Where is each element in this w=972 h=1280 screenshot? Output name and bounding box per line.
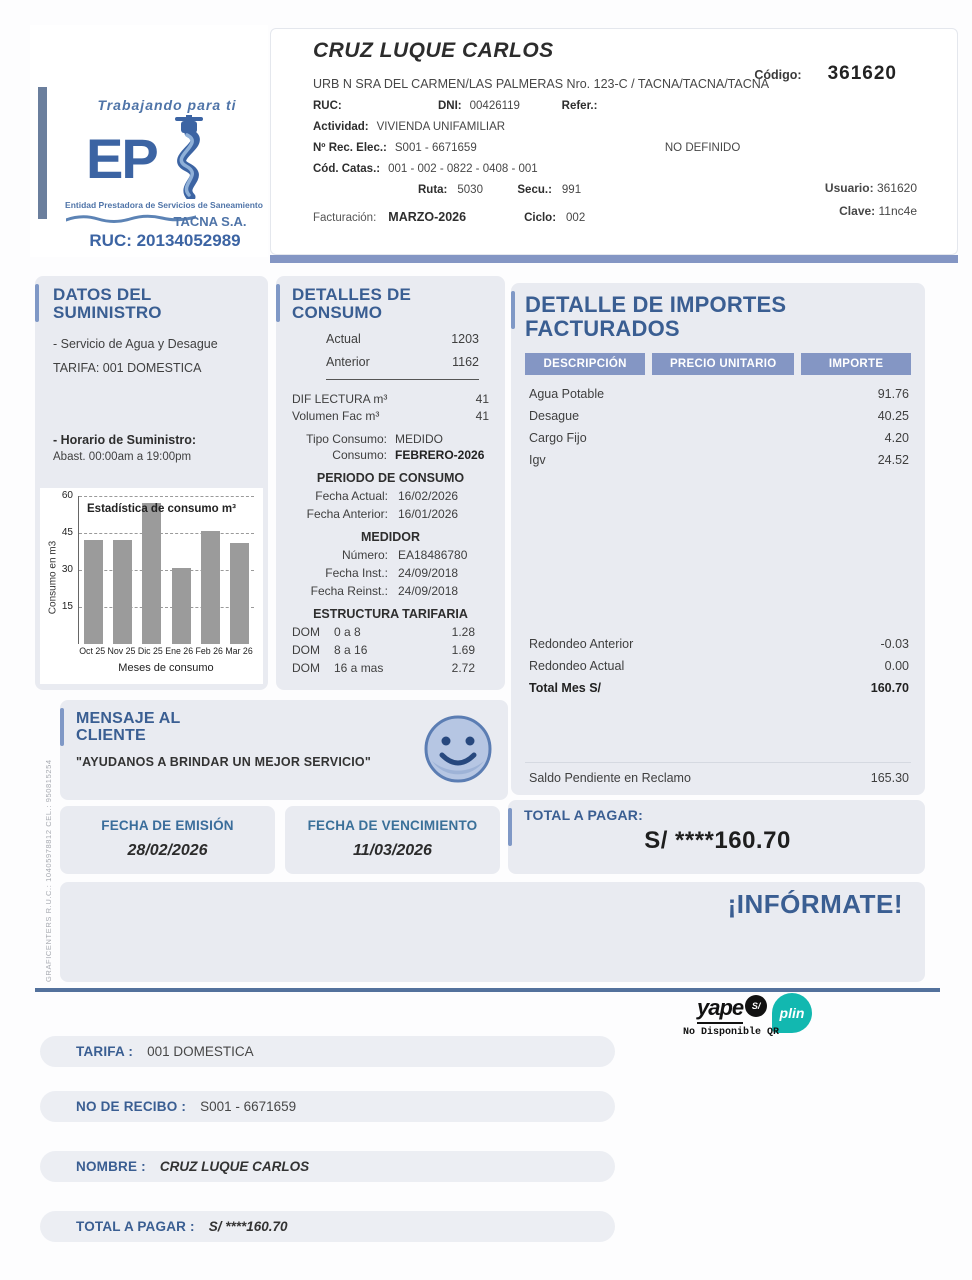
fecha-emision-panel — [60, 806, 275, 874]
estructura-title: ESTRUCTURA TARIFARIA — [313, 606, 468, 621]
volumen-fac-label: Volumen Fac m³ — [292, 408, 380, 423]
tarifa-structure-row — [292, 661, 489, 675]
importe-desc: Igv — [529, 452, 546, 467]
table-row — [525, 409, 911, 423]
chart-x-labels — [78, 646, 254, 656]
clave-label: Clave: — [839, 203, 876, 218]
tarifa-range: 0 a 8 — [334, 624, 361, 639]
tarifa-cat: DOM — [292, 642, 320, 657]
company-logo — [30, 25, 268, 257]
tipo-consumo-value: MEDIDO — [395, 431, 443, 446]
ciclo-value: 002 — [566, 212, 586, 224]
catas-value: 001 - 002 - 0822 - 0408 - 001 — [388, 163, 538, 175]
saldo-value: 165.30 — [870, 771, 909, 785]
customer-address: URB N SRA DEL CARMEN/LAS PALMERAS Nro. 123-C / TACNA/TACNA/TACNA — [313, 77, 770, 91]
tarifa-structure-row — [292, 643, 489, 657]
importe-value: 91.76 — [877, 386, 909, 401]
actividad-value: VIVIENDA UNIFAMILIAR — [376, 121, 506, 133]
fecha-inst-value: 24/09/2018 — [398, 565, 459, 580]
printer-credit-text: GRAFICENTERS R.U.C.: 10405978812 CEL.: 950815254 — [44, 759, 53, 982]
field-value: S001 - 6671659 — [200, 1099, 297, 1114]
tarifa-range: 8 a 16 — [334, 642, 368, 657]
facturacion-value: MARZO-2026 — [388, 210, 467, 224]
dni-label: DNI: — [438, 100, 462, 112]
medidor-numero-label: Número: — [341, 547, 388, 562]
dif-lectura-label: DIF LECTURA m³ — [292, 391, 388, 406]
redondeo-actual-label: Redondeo Actual — [529, 658, 625, 673]
fecha-anterior-value: 16/01/2026 — [398, 506, 459, 521]
fecha-vencimiento-title: FECHA DE VENCIMIENTO — [307, 818, 478, 833]
fecha-emision-title: FECHA DE EMISIÓN — [101, 818, 234, 833]
datos-suministro-panel — [35, 276, 268, 690]
footer-field-recibo — [40, 1091, 615, 1122]
company-ruc: RUC: 20134052989 — [89, 231, 241, 250]
importe-value: 40.25 — [877, 408, 909, 423]
tarifa-rate: 2.72 — [451, 660, 475, 675]
tarifa-rate: 1.69 — [451, 642, 475, 657]
chart-y-tick: 60 — [61, 490, 73, 501]
fecha-actual-value: 16/02/2026 — [398, 488, 459, 503]
importe-value: 24.52 — [877, 452, 909, 467]
footer-field-total — [40, 1211, 615, 1242]
field-value: S/ ****160.70 — [208, 1219, 288, 1234]
yape-soles-icon: S/ — [745, 995, 767, 1017]
faucet-water-icon — [157, 113, 219, 204]
detalles-consumo-panel — [276, 276, 505, 690]
chart-x-label: Nov 25 — [107, 646, 136, 656]
catas-label: Cód. Catas.: — [313, 163, 381, 175]
secu-value: 991 — [561, 184, 582, 196]
col-header-importe: IMPORTE — [801, 353, 911, 375]
chart-bar — [230, 543, 249, 644]
redondeo-anterior-label: Redondeo Anterior — [529, 636, 634, 651]
reading-separator — [326, 379, 479, 380]
chart-x-label: Mar 26 — [225, 646, 253, 656]
field-label: NOMBRE : — [76, 1159, 146, 1174]
medidor-numero-value: EA18486780 — [398, 547, 468, 562]
col-header-precio-unitario: PRECIO UNITARIO — [652, 353, 794, 375]
chart-x-label: Feb 26 — [195, 646, 223, 656]
panel-accent-bar — [276, 284, 280, 322]
importe-desc: Cargo Fijo — [529, 430, 587, 445]
actual-value: 1203 — [451, 331, 479, 346]
rec-elec-value: S001 - 6671659 — [394, 142, 477, 154]
anterior-value: 1162 — [452, 354, 479, 369]
chart-bar — [84, 540, 103, 644]
user-credentials — [825, 177, 917, 223]
panel-accent-bar — [35, 284, 39, 322]
footer-field-tarifa — [40, 1036, 615, 1067]
panel-accent-bar — [511, 291, 515, 329]
table-row — [525, 453, 911, 467]
importe-desc: Agua Potable — [529, 386, 605, 401]
tarifa-line: TARIFA: 001 DOMESTICA — [53, 360, 202, 375]
smiley-icon — [422, 713, 494, 790]
logo-subtitle: Entidad Prestadora de Servicios de Saneamiento — [65, 200, 263, 210]
logo-mark — [86, 113, 219, 204]
chart-title: Estadística de consumo m³ — [87, 503, 236, 515]
importe-value: 4.20 — [884, 430, 909, 445]
dif-lectura-value: 41 — [475, 391, 489, 406]
logo-accent-bar — [38, 87, 47, 219]
panel-accent-bar — [60, 708, 64, 746]
total-a-pagar-title: TOTAL A PAGAR: — [524, 807, 643, 823]
facturacion-label: Facturación: — [313, 212, 377, 224]
redondeo-anterior-value: -0.03 — [880, 636, 909, 651]
fecha-inst-label: Fecha Inst.: — [325, 565, 388, 580]
rec-elec-label: Nº Rec. Elec.: — [313, 142, 387, 154]
section-divider — [35, 988, 940, 992]
anterior-label: Anterior — [326, 354, 370, 369]
field-label: NO DE RECIBO : — [76, 1099, 187, 1114]
chart-x-axis-title: Meses de consumo — [118, 662, 214, 674]
chart-y-tick: 30 — [61, 564, 73, 575]
chart-plot — [61, 490, 254, 644]
informate-text: ¡INFÓRMATE! — [727, 889, 903, 919]
usuario-value: 361620 — [876, 181, 917, 195]
chart-x-label: Dic 25 — [137, 646, 163, 656]
fecha-anterior-label: Fecha Anterior: — [306, 506, 388, 521]
total-mes-label: Total Mes S/ — [529, 680, 602, 695]
logo-company-name: TACNA S.A. — [173, 214, 247, 229]
secu-label: Secu.: — [517, 184, 552, 196]
tarifa-rate: 1.28 — [451, 624, 475, 639]
fecha-vencimiento-value: 11/03/2026 — [353, 842, 432, 859]
yape-logo — [697, 995, 767, 1024]
yape-wordmark: yape — [697, 995, 743, 1024]
service-line: - Servicio de Agua y Desague — [53, 336, 218, 351]
footer-field-nombre — [40, 1151, 615, 1182]
table-row — [525, 387, 911, 401]
ruta-value: 5030 — [457, 184, 483, 196]
table-row — [525, 431, 911, 445]
actividad-label: Actividad: — [313, 121, 369, 133]
importes-facturados-panel — [511, 283, 925, 795]
chart-bar — [172, 568, 191, 644]
fecha-reinst-value: 24/09/2018 — [398, 583, 459, 598]
consumption-chart — [40, 488, 263, 684]
chart-bar — [113, 540, 132, 644]
consumo-mes-label: Consumo: — [332, 447, 387, 462]
chart-bars — [79, 496, 254, 644]
customer-name: CRUZ LUQUE CARLOS — [313, 39, 554, 62]
saldo-label: Saldo Pendiente en Reclamo — [529, 771, 691, 785]
chart-bar — [201, 531, 220, 644]
panel-accent-bar — [508, 808, 512, 846]
importes-table-header — [525, 353, 911, 375]
mensaje-cliente-panel — [60, 700, 508, 800]
clave-value: 11nc4e — [878, 203, 917, 218]
plin-logo: plin — [772, 993, 812, 1033]
importes-title: DETALLE DE IMPORTES FACTURADOS — [525, 292, 787, 341]
chart-y-tick: 45 — [61, 527, 73, 538]
tarifa-cat: DOM — [292, 660, 320, 675]
consumo-mes-value: FEBRERO-2026 — [395, 447, 485, 462]
header-divider — [270, 255, 958, 263]
chart-bar — [142, 503, 161, 644]
usuario-label: Usuario: — [824, 181, 874, 195]
ruta-label: Ruta: — [418, 184, 448, 196]
total-a-pagar-panel — [508, 800, 925, 874]
mensaje-text: "AYUDANOS A BRINDAR UN MEJOR SERVICIO" — [76, 754, 371, 769]
volumen-fac-value: 41 — [475, 408, 489, 423]
field-label: TOTAL A PAGAR : — [76, 1219, 195, 1234]
dni-value: 00426119 — [469, 100, 520, 112]
periodo-title: PERIODO DE CONSUMO — [316, 470, 465, 485]
total-mes-row — [525, 681, 911, 695]
detalles-title: DETALLES DE CONSUMO — [292, 285, 412, 323]
chart-x-label: Ene 26 — [165, 646, 194, 656]
saldo-pendiente-row — [525, 762, 911, 787]
total-a-pagar-amount: S/ ****160.70 — [644, 827, 791, 855]
tarifa-cat: DOM — [292, 624, 320, 639]
customer-info-panel — [270, 28, 958, 255]
medidor-title: MEDIDOR — [360, 529, 421, 544]
codigo-value: 361620 — [827, 63, 897, 84]
ciclo-label: Ciclo: — [524, 212, 557, 224]
fecha-reinst-label: Fecha Reinst.: — [310, 583, 388, 598]
horario-value: Abast. 00:00am a 19:00pm — [53, 450, 192, 463]
logo-acronym: EP — [86, 127, 157, 190]
datos-title: DATOS DEL SUMINISTRO — [53, 285, 162, 323]
col-header-descripcion: DESCRIPCIÓN — [525, 353, 645, 375]
ruc-label: RUC: — [313, 100, 342, 112]
no-definido-text: NO DEFINIDO — [664, 142, 741, 154]
informate-panel — [60, 882, 925, 982]
chart-x-label: Oct 25 — [79, 646, 106, 656]
tarifa-range: 16 a mas — [334, 660, 384, 675]
importe-desc: Desague — [529, 408, 580, 423]
field-value: 001 DOMESTICA — [147, 1044, 254, 1059]
redondeo-actual-value: 0.00 — [884, 658, 909, 673]
actual-label: Actual — [326, 331, 361, 346]
codigo-label: Código: — [754, 68, 802, 82]
fecha-vencimiento-panel — [285, 806, 500, 874]
redondeo-anterior-row — [525, 637, 911, 651]
total-mes-value: 160.70 — [870, 680, 909, 695]
chart-y-tick: 15 — [61, 601, 73, 612]
horario-label: - Horario de Suministro: — [53, 432, 197, 447]
field-label: TARIFA : — [76, 1044, 134, 1059]
fecha-emision-value: 28/02/2026 — [127, 842, 208, 859]
mensaje-title: MENSAJE AL CLIENTE — [76, 710, 181, 745]
chart-y-axis-title: Consumo en m3 — [47, 540, 59, 615]
field-value: CRUZ LUQUE CARLOS — [159, 1159, 310, 1174]
qr-unavailable-note: No Disponible QR — [683, 1027, 780, 1038]
tipo-consumo-label: Tipo Consumo: — [306, 431, 387, 446]
tarifa-structure-row — [292, 625, 489, 639]
refer-label: Refer.: — [561, 100, 598, 112]
redondeo-actual-row — [525, 659, 911, 673]
fecha-actual-label: Fecha Actual: — [315, 488, 388, 503]
logo-tagline: Trabajando para ti — [97, 97, 237, 113]
